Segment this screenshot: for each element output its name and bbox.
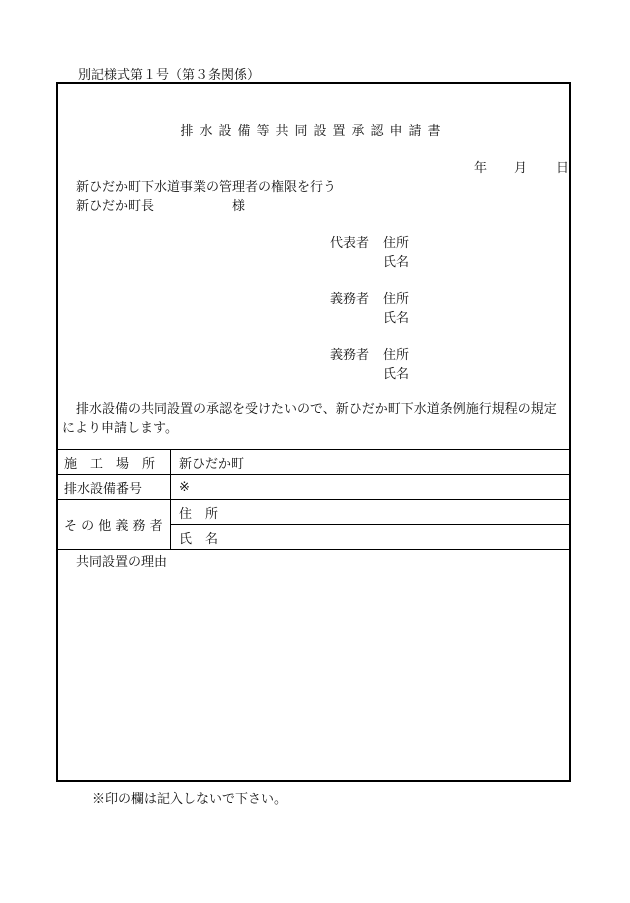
site-value: 新ひだか町 — [171, 450, 570, 475]
date-year: 年 — [474, 161, 488, 176]
table-row — [58, 450, 569, 475]
addressee-line-2: 新ひだか町長 様 — [76, 199, 246, 214]
table-row — [58, 550, 569, 551]
applicant-role: 義務者 — [330, 348, 370, 363]
info-table — [58, 449, 569, 550]
site-label: 施 工 場 所 — [58, 450, 171, 475]
applicant-name-label: 氏名 — [383, 367, 410, 382]
addressee-line-1: 新ひだか町下水道事業の管理者の権限を行う — [76, 180, 337, 195]
applicant-address-label: 住所 — [383, 292, 410, 307]
other-obligor-name-label: 氏 名 — [171, 525, 570, 550]
date-month: 月 — [514, 161, 528, 176]
other-obligor-address-label: 住 所 — [171, 500, 570, 525]
form-title: 排水設備等共同設置承認申請書 — [180, 124, 447, 139]
footnote: ※印の欄は記入しないで下さい。 — [92, 792, 288, 807]
applicant-address-label: 住所 — [383, 236, 410, 251]
other-obligors-label: そ の 他 義 務 者 — [58, 500, 171, 550]
applicant-role: 義務者 — [330, 292, 370, 307]
form-note: 別記様式第１号（第３条関係） — [78, 68, 261, 83]
table-bottom-rule — [58, 550, 569, 551]
applicant-name-label: 氏名 — [383, 311, 410, 326]
applicant-role: 代表者 — [330, 236, 370, 251]
applicant-name-label: 氏名 — [383, 255, 410, 270]
date-day: 日 — [556, 161, 570, 176]
reason-label: 共同設置の理由 — [76, 555, 168, 570]
application-statement: 排水設備の共同設置の承認を受けたいので、新ひだか町下水道条例施行規程の規定により申請します。 — [62, 402, 557, 436]
equipment-number-label: 排水設備番号 — [58, 475, 171, 500]
applicant-address-label: 住所 — [383, 348, 410, 363]
equipment-number-value: ※ — [171, 475, 570, 500]
table-row — [58, 475, 569, 500]
table-row — [58, 500, 569, 525]
